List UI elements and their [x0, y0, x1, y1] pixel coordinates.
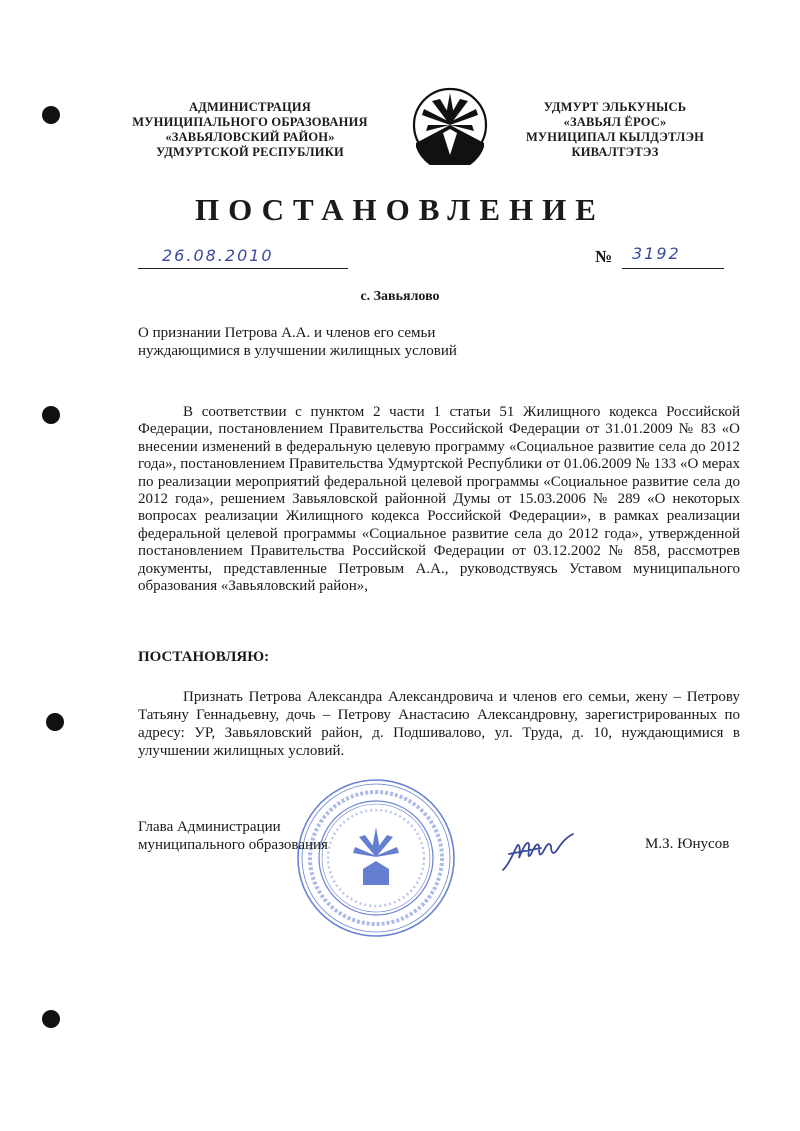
header-right-line: «ЗАВЬЯЛ ЁРОС» [563, 115, 667, 129]
official-seal-icon [295, 777, 457, 939]
header-left-line: АДМИНИСТРАЦИЯ [188, 100, 312, 114]
district-emblem-icon [410, 85, 490, 165]
document-number: 3192 [632, 244, 681, 263]
signatory-name: М.З. Юнусов [645, 836, 730, 852]
signatory-title-line: Глава Администрации [138, 819, 281, 835]
decision-paragraph: Признать Петрова Александра Александровича и членов его семьи, жену – Петрову Татьяну Геннадьевну, дочь – Петрову Анастасию Александровну, зарегистрированных по адресу: УР, Завьяловский район, д. Подшивалово, ул. Труда, д. 10, нуждающимися в улучшении жилищных условий. [138, 689, 740, 759]
document-date: 26.08.2010 [162, 246, 274, 265]
header-right-line: КИВАЛТЭТЭЗ [571, 145, 659, 159]
header-left [100, 100, 400, 160]
punch-hole-2 [42, 406, 60, 424]
signature-icon [495, 820, 585, 880]
subject-line: О признании Петрова А.А. и членов его семьи [138, 325, 436, 341]
document-subject [138, 324, 457, 360]
resolve-heading: ПОСТАНОВЛЯЮ: [138, 649, 270, 665]
document-title: ПОСТАНОВЛЕНИЕ [195, 192, 605, 227]
header-right-line: УДМУРТ ЭЛЬКУНЫСЬ [543, 100, 687, 114]
punch-hole-4 [42, 1010, 60, 1028]
header-left-line: «ЗАВЬЯЛОВСКИЙ РАЙОН» [165, 130, 335, 144]
place-of-issue: с. Завьялово [360, 289, 440, 304]
punch-hole-1 [42, 106, 60, 124]
number-sign: № [595, 247, 613, 266]
header-left-line: МУНИЦИПАЛЬНОГО ОБРАЗОВАНИЯ [132, 115, 368, 129]
punch-hole-3 [46, 713, 64, 731]
header-right [500, 100, 730, 160]
preamble-paragraph: В соответствии с пунктом 2 части 1 статьи 51 Жилищного кодекса Российской Федерации, постановлением Правительства Российской Федерации от 31.01.2009 № 83 «О внесении изменений в федеральную целевую программу «Социальное развитие села до 2012 года», постановлением Правительства Удмуртской Республики от 01.06.2009 № 133 «О мерах по реализации мероприятий федеральной целевой программы «Социальное развитие села до 2012 года», решением Завьяловской районной Думы от 15.03.2006 № 289 «О некоторых вопросах реализации Жилищного кодекса Российской Федерации», в рамках реализации федеральной целевой программы «Социальное развитие села до 2012 года», утвержденной постановлением Правительства Российской Федерации от 03.12.2002 № 858, рассмотрев документы, представленные Петровым А.А., руководствуясь Уставом муниципального образования «Завьяловский район», [138, 404, 740, 595]
header-left-line: УДМУРТСКОЙ РЕСПУБЛИКИ [156, 145, 344, 159]
signatory-title [138, 818, 328, 854]
header-right-line: МУНИЦИПАЛ КЫЛДЭТЛЭН [525, 130, 705, 144]
subject-line: нуждающимися в улучшении жилищных условий [138, 343, 457, 359]
signatory-title-line: муниципального образования [138, 837, 328, 853]
